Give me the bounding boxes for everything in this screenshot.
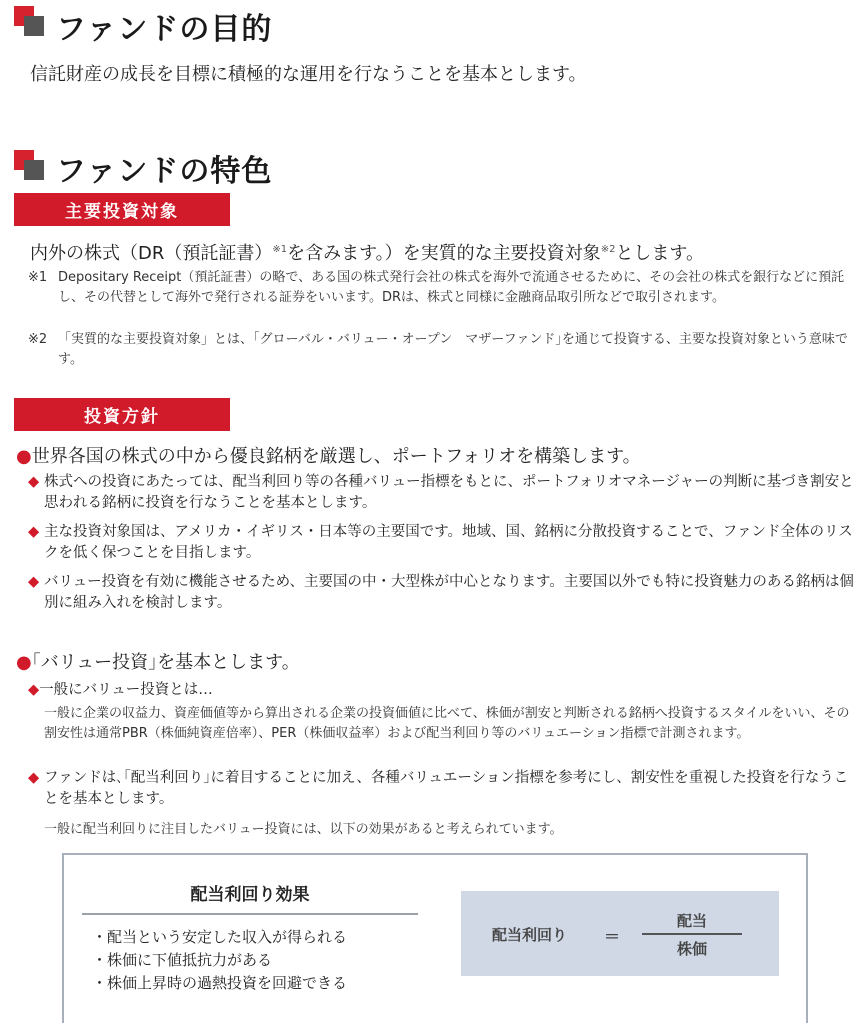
effects-title: 配当利回り効果: [190, 885, 310, 905]
target-badge: 主要投資対象: [14, 193, 230, 226]
value-def-title: ◆一般にバリュー投資とは…: [28, 682, 213, 698]
formula-denominator: 株価: [676, 940, 707, 958]
section-marker-icon: [14, 150, 44, 180]
section-marker-icon: [14, 6, 44, 36]
target-main-text: 内外の株式（DR（預託証書）$^{※1}$を含みます。）を実質的な主要投資対象$^{※2}$とします。: [30, 243, 704, 264]
diamond-icon: ◆: [28, 770, 40, 786]
purpose-text: 信託財産の成長を目標に積極的な運用を行なうことを基本とします。: [30, 64, 587, 85]
red-bullet-icon: ●: [16, 446, 32, 467]
formula-lhs: 配当利回り: [492, 926, 568, 944]
footnote-2: ※2 「実質的な主要投資対象」とは、｢グローバル・バリュー・オープン マザーファンド｣を通じて投資する、主要な投資対象という意味です。: [28, 332, 848, 367]
formula-equals: ＝: [604, 927, 621, 946]
effects-list: [92, 926, 347, 995]
footnote-1: ※1 Depositary Receipt（預託証書）の略で、ある国の株式発行会社の株式を海外で流通させるために、その会社の株式を銀行などに預託し、その代替として海外で発行される証券をいいます。DRは、株式と同様に金融商品取引所などで取引されます。: [28, 270, 845, 305]
effects-title-divider: [82, 913, 418, 915]
diamond-icon: ◆: [28, 524, 40, 540]
policy-badge: 投資方針: [14, 398, 230, 431]
diamond-icon: ◆: [28, 574, 40, 590]
value-def-text: 一般に企業の収益力、資産価値等から算出される企業の投資価値に比べて、株価が割安と判断される銘柄へ投資するスタイルをいい、その割安性は通常PBR（株価純資産倍率）、PER（株価収益率）および配当利回り等のバリュエーション指標で計測されます。: [44, 706, 850, 741]
policy-point-2: ●｢バリュー投資｣を基本とします。: [16, 652, 300, 673]
formula-numerator: 配当: [676, 912, 707, 930]
features-heading: ファンドの特色: [56, 154, 273, 189]
list-item: ・株価に下値抵抗力がある: [92, 951, 273, 969]
policy-point-1: ●世界各国の株式の中から優良銘柄を厳選し、ポートフォリオを構築します。: [16, 446, 641, 467]
list-item: ・配当という安定した収入が得られる: [92, 928, 348, 946]
policy-item-1: ◆ 株式への投資にあたっては、配当利回り等の各種バリュー指標をもとに、ポートフォリオマネージャーの判断に基づき割安と思われる銘柄に投資を行なうことを基本とします。: [28, 474, 854, 511]
list-item: ・株価上昇時の過熱投資を回避できる: [92, 974, 348, 992]
diamond-icon: ◆: [28, 474, 40, 490]
dividend-note: 一般に配当利回りに注目したバリュー投資には、以下の効果があると考えられています。: [44, 822, 563, 837]
fund-focus-text: ◆ ファンドは､｢配当利回り｣に着目することに加え、各種バリュエーション指標を参考にし、割安性を重視した投資を行なうことを基本とします。: [28, 770, 849, 807]
policy-item-3: ◆ バリュー投資を有効に機能させるため、主要国の中・大型株が中心となります。主要国以外でも特に投資魅力のある銘柄は個別に組み入れを検討します。: [28, 574, 854, 611]
diamond-icon: ◆: [28, 682, 40, 698]
formula-fraction-line: [642, 933, 742, 935]
purpose-heading: ファンドの目的: [56, 12, 273, 47]
policy-item-2: ◆ 主な投資対象国は、アメリカ・イギリス・日本等の主要国です。地域、国、銘柄に分散投資することで、ファンド全体のリスクを低く保つことを目指します。: [28, 524, 853, 561]
red-bullet-icon: ●: [16, 652, 32, 673]
